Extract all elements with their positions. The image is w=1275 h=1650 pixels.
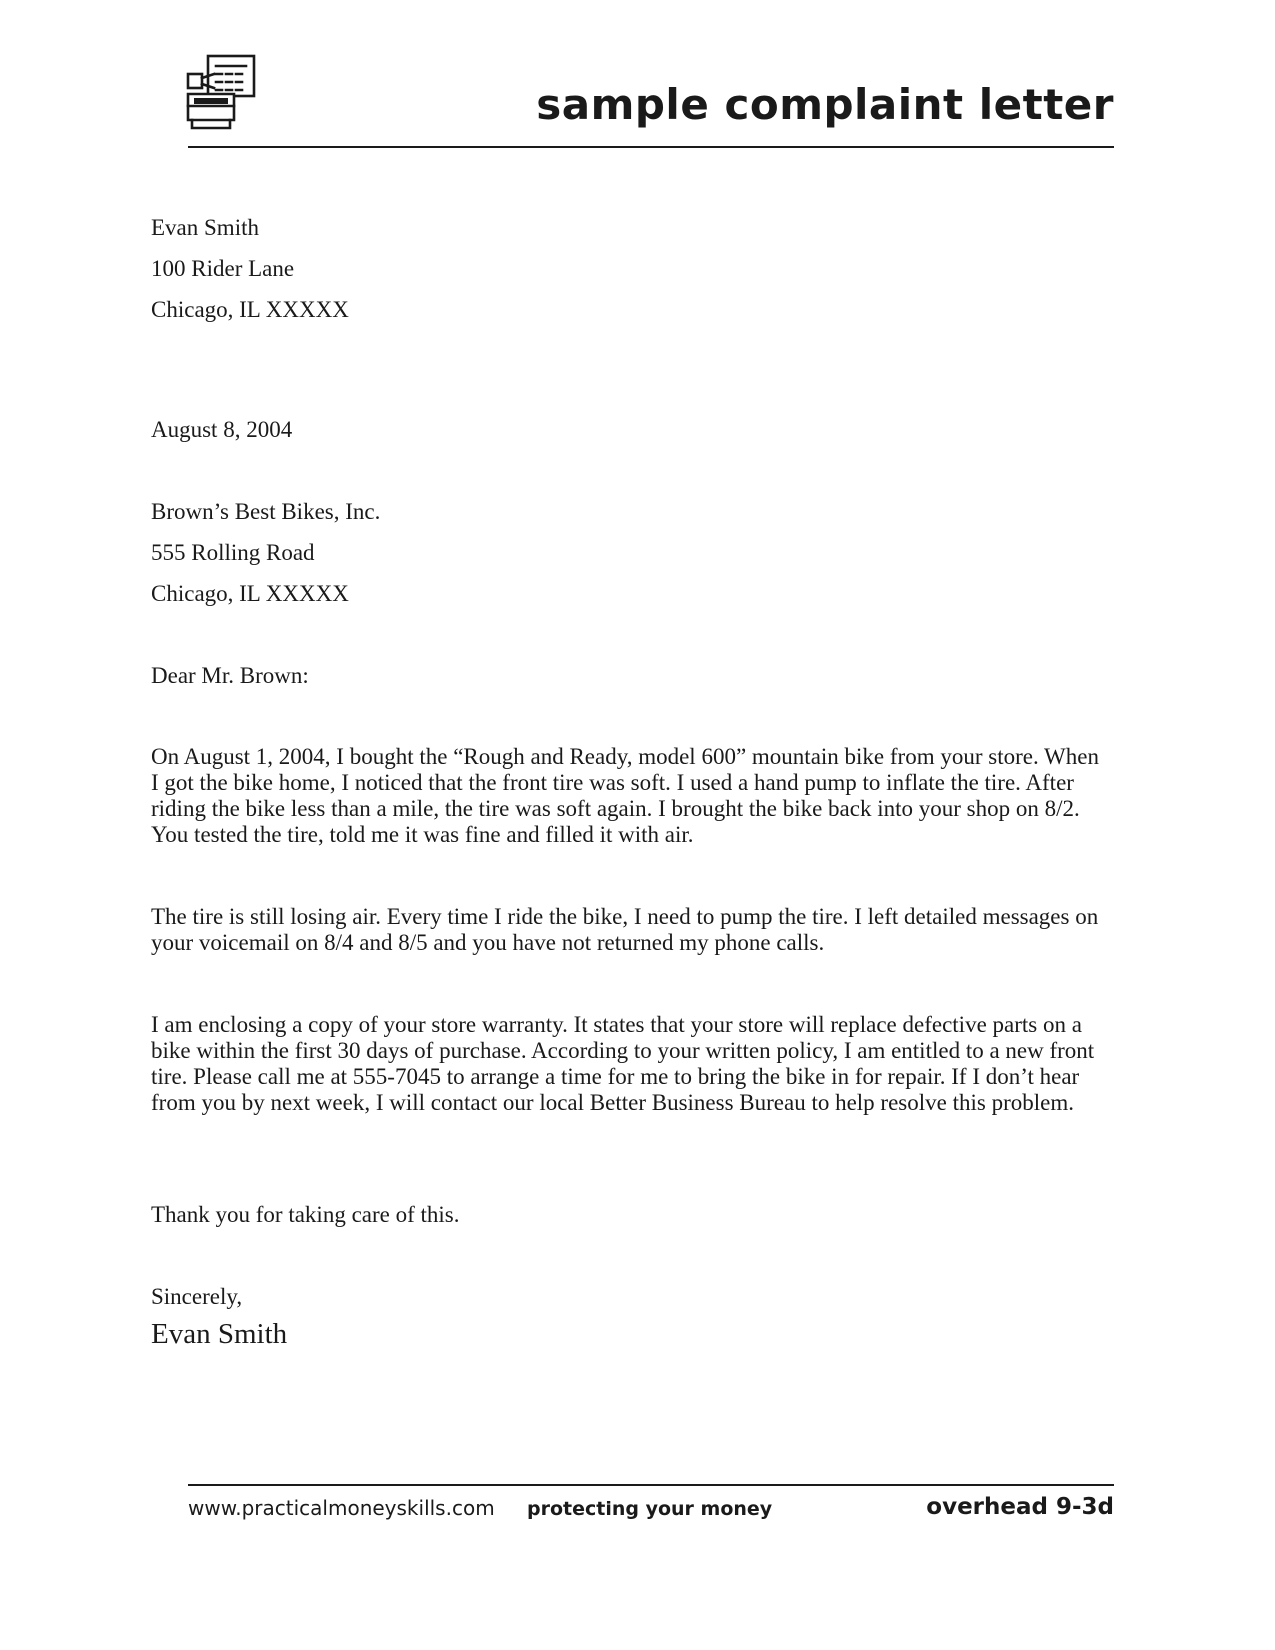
footer-overhead-code: overhead 9-3d [926,1494,1114,1520]
footer-divider [188,1484,1114,1486]
signature: Evan Smith [151,1318,288,1350]
salutation: Dear Mr. Brown: [151,663,309,688]
recipient-city: Chicago, IL XXXXX [151,581,349,606]
thanks-line: Thank you for taking care of this. [151,1202,460,1227]
recipient-name: Brown’s Best Bikes, Inc. [151,499,381,524]
recipient-street: 555 Rolling Road [151,540,315,565]
page-title: sample complaint letter [536,80,1114,129]
body-paragraph: I am enclosing a copy of your store warranty. It states that your store will replace defective parts on a bike within the first 30 days of purchase. According to your written policy, I am entitled to a new front tire. Please call me at 555-7045 to arrange a time for me to bring the bike in for repair. If I don’t hear from you by next week, I will contact our local Better Business Bureau to help resolve this problem. [151,1012,1095,1115]
document-printer-icon [186,54,264,132]
sender-name: Evan Smith [151,215,259,240]
closing: Sincerely, [151,1284,243,1309]
letter-date: August 8, 2004 [151,417,293,442]
sender-city: Chicago, IL XXXXX [151,297,349,322]
body-paragraph: The tire is still losing air. Every time I ride the bike, I need to pump the tire. I left detailed messages on your voicemail on 8/4 and 8/5 and you have not returned my phone calls. [151,904,1099,955]
footer-section-name: protecting your money [527,1498,773,1520]
footer-website-link[interactable]: www.practicalmoneyskills.com [188,1496,495,1520]
sender-street: 100 Rider Lane [151,256,295,281]
body-paragraph: On August 1, 2004, I bought the “Rough and Ready, model 600” mountain bike from your store. When I got the bike home, I noticed that the front tire was soft. I used a hand pump to inflate the tire. After riding the bike less than a mile, the tire was soft again. I brought the bike back into your shop on 8/2. You tested the tire, told me it was fine and filled it with air. [151,744,1099,847]
header-divider [188,146,1114,148]
